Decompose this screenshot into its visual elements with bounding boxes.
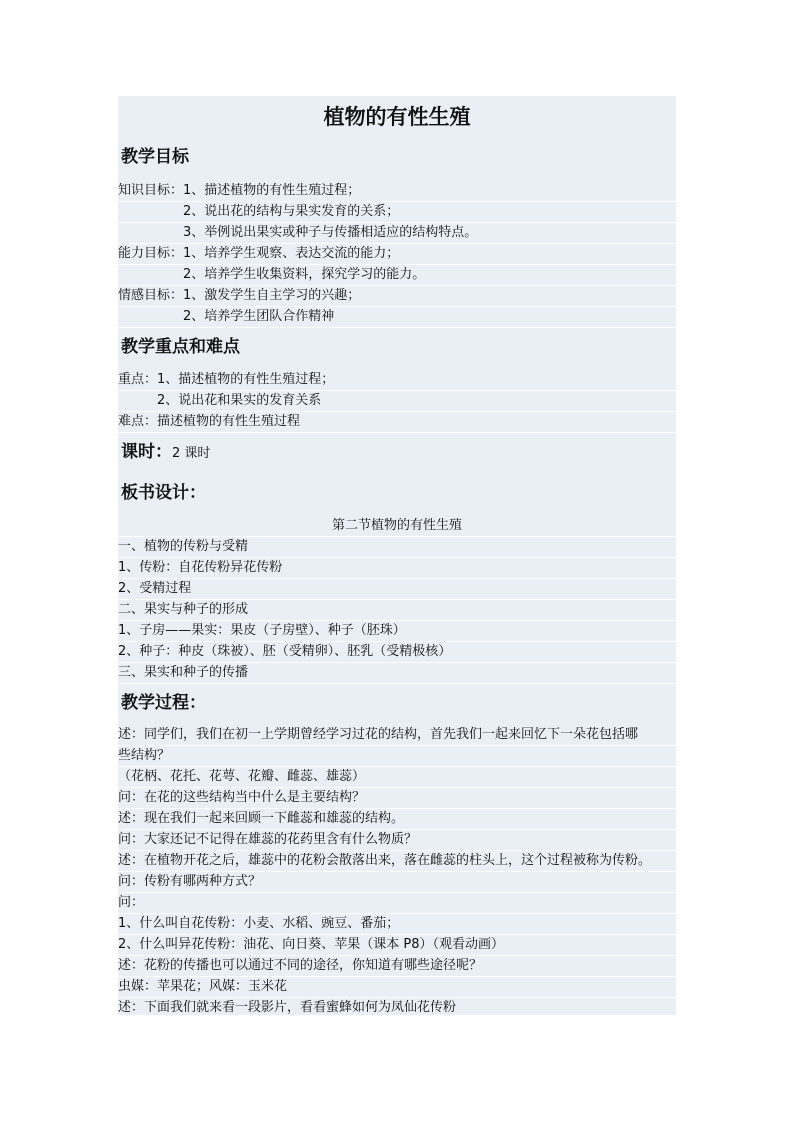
section-heading-key-points: 教学重点和难点 [121, 337, 240, 357]
goal-line: 2、培养学生收集资料，探究学习的能力。 [118, 265, 676, 286]
section-heading-period [121, 440, 210, 466]
process-line: 问： [118, 893, 676, 914]
key-point-line: 2、说出花和果实的发育关系 [118, 391, 676, 412]
board-title: 第二节植物的有性生殖 [118, 516, 676, 537]
key-point-line: 难点：描述植物的有性生殖过程 [118, 412, 676, 433]
process-line: 问：在花的这些结构当中什么是主要结构？ [118, 788, 676, 809]
period-value: 2 课时 [172, 446, 211, 461]
process-line: 述：下面我们就来看一段影片，看看蜜蜂如何为凤仙花传粉 [118, 998, 676, 1019]
process-line: （花柄、花托、花萼、花瓣、雌蕊、雄蕊） [118, 767, 676, 788]
period-label: 课时： [121, 442, 172, 462]
board-line: 1、传粉：自花传粉异花传粉 [118, 558, 676, 579]
board-line: 1、子房——果实：果皮（子房壁）、种子（胚珠） [118, 621, 676, 642]
board-line: 三、果实和种子的传播 [118, 663, 676, 684]
process-line: 1、什么叫自花传粉：小麦、水稻、豌豆、番茄； [118, 914, 676, 935]
process-line: 虫媒：苹果花；风媒：玉米花 [118, 977, 676, 998]
process-line: 述：现在我们一起来回顾一下雌蕊和雄蕊的结构。 [118, 809, 676, 830]
process-line: 述：花粉的传播也可以通过不同的途径，你知道有哪些途径呢？ [118, 956, 676, 977]
section-heading-process: 教学过程： [121, 693, 206, 713]
process-line: 问：传粉有哪两种方式？ [118, 872, 676, 893]
board-line: 二、果实与种子的形成 [118, 600, 676, 621]
goal-line: 能力目标：1、培养学生观察、表达交流的能力； [118, 244, 676, 265]
goal-line: 知识目标：1、描述植物的有性生殖过程； [118, 181, 676, 202]
goal-line: 情感目标：1、激发学生自主学习的兴趣； [118, 286, 676, 307]
process-line: 问：大家还记不记得在雄蕊的花药里含有什么物质？ [118, 830, 676, 851]
section-heading-board: 板书设计： [121, 483, 206, 503]
board-line: 一、植物的传粉与受精 [118, 537, 676, 558]
document-page [118, 96, 676, 1015]
goal-line: 2、说出花的结构与果实发育的关系； [118, 202, 676, 223]
board-line: 2、受精过程 [118, 579, 676, 600]
document-title: 植物的有性生殖 [323, 105, 471, 129]
section-heading-goals: 教学目标 [121, 147, 189, 167]
process-line: 些结构？ [118, 746, 676, 767]
board-line: 2、种子：种皮（珠被）、胚（受精卵）、胚乳（受精极核） [118, 642, 676, 663]
goal-line: 2、培养学生团队合作精神 [118, 307, 676, 328]
process-line: 2、什么叫异花传粉：油花、向日葵、苹果（课本 P8）（观看动画） [118, 935, 676, 956]
key-point-line: 重点：1、描述植物的有性生殖过程； [118, 370, 676, 391]
process-line: 述：同学们，我们在初一上学期曾经学习过花的结构，首先我们一起来回忆下一朵花包括哪 [118, 725, 676, 746]
goal-line: 3、举例说出果实或种子与传播相适应的结构特点。 [118, 223, 676, 244]
process-line: 述：在植物开花之后，雄蕊中的花粉会散落出来，落在雌蕊的柱头上，这个过程被称为传粉。 [118, 851, 676, 872]
